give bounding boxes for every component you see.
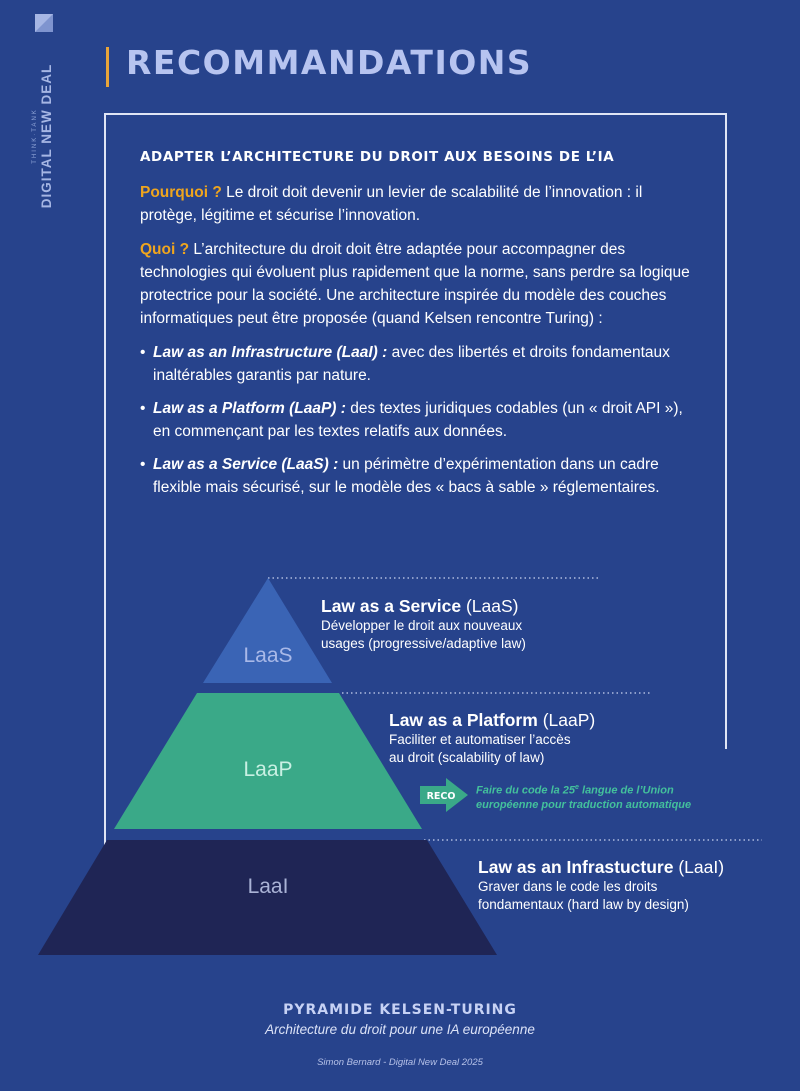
layer-laai-title — [478, 856, 724, 878]
reco-line-1-sup: e — [575, 784, 579, 791]
what-label: Quoi ? — [140, 241, 190, 258]
layer-laas-title — [321, 595, 526, 617]
bullet-text: un périmètre d’expérimentation dans un cadre flexible mais sécurisé, sur le modèle des « bacs à sable » réglementaires. — [153, 456, 660, 496]
brand-name: DIGITAL NEW DEAL — [39, 63, 54, 209]
bullet-term: Law as a Service (LaaS) : — [153, 456, 339, 473]
reco-line-1b: langue de l’Union — [578, 784, 674, 797]
layer-title-abbr: (LaaP) — [542, 710, 596, 730]
layer-laas-desc-2: usages (progressive/adaptive law) — [321, 636, 526, 651]
layer-title-bold: Law as an Infrastucture — [478, 857, 674, 877]
layer-laas-desc-1: Développer le droit aux nouveaux — [321, 618, 523, 633]
layer-laas-text — [321, 595, 526, 653]
layer-title-abbr: (LaaI) — [678, 857, 725, 877]
bullet-laai: • Law as an Infrastructure (LaaI) : avec des libertés et droits fondamentaux inaltérables garantis par nature. — [140, 344, 670, 384]
bullet-text: des textes juridiques codables (un « droit API »), en commençant par les textes relatifs aux données. — [153, 400, 683, 440]
layer-laap-desc-1: Faciliter et automatiser l’accès — [389, 732, 571, 747]
layer-title-abbr: (LaaS) — [465, 596, 519, 616]
bullet-laap: • Law as a Platform (LaaP) : des textes juridiques codables (un « droit API »), en commençant par les textes relatifs aux données. — [140, 400, 683, 440]
layer-laas-label: LaaS — [243, 644, 293, 667]
reco-arrow — [420, 778, 468, 812]
layer-laai-text — [478, 856, 724, 914]
brand-tagline: THINK·TANK — [32, 108, 38, 164]
what-text: L’architecture du droit doit être adaptée pour accompagner des technologies qui évoluent plus rapidement que la norme, sans perdre sa logique protectrice pour la société. Une architecture inspirée du modèle des couches informatiques peut être proposée (quand Kelsen rencontre Turing) : — [140, 241, 690, 327]
why-text: Le droit doit devenir un levier de scalabilité de l’innovation : il protège, légitime et sécurise l’innovation. — [140, 184, 643, 224]
reco-line-1a: Faire du code la 25 — [476, 784, 576, 797]
bullet-term: Law as an Infrastructure (LaaI) : — [153, 344, 388, 361]
bullet-laas: • Law as a Service (LaaS) : un périmètre d’expérimentation dans un cadre flexible mais sécurisé, sur le modèle des « bacs à sable » réglementaires. — [140, 456, 660, 496]
layer-laap-desc-2: au droit (scalability of law) — [389, 750, 545, 765]
layer-laai-desc-1: Graver dans le code les droits — [478, 879, 658, 894]
why-label: Pourquoi ? — [140, 184, 222, 201]
layer-title-bold: Law as a Service — [321, 596, 462, 616]
layer-laap-label: LaaP — [243, 758, 293, 781]
footer-credit: Simon Bernard - Digital New Deal 2025 — [317, 1057, 483, 1068]
layer-laai-label: LaaI — [247, 875, 289, 898]
footer-title: PYRAMIDE KELSEN-TURING — [283, 1002, 517, 1018]
reco-badge: RECO — [426, 791, 456, 802]
layer-laap-title — [389, 709, 595, 731]
layer-laas-shape — [203, 578, 332, 683]
bullet-text: avec des libertés et droits fondamentaux inaltérables garantis par nature. — [153, 344, 670, 384]
reco-line-1 — [476, 781, 691, 798]
bullet-term: Law as a Platform (LaaP) : — [153, 400, 346, 417]
reco-line-2: européenne pour traduction automatique — [476, 798, 692, 811]
layer-laap-text — [389, 709, 595, 767]
layer-laai-desc-2: fondamentaux (hard law by design) — [478, 897, 689, 912]
footer-subtitle: Architecture du droit pour une IA européenne — [265, 1022, 535, 1037]
box-heading: ADAPTER L’ARCHITECTURE DU DROIT AUX BESOINS DE L’IA — [140, 149, 615, 165]
reco-note — [476, 781, 691, 812]
layer-title-bold: Law as a Platform — [389, 710, 538, 730]
page-title: RECOMMANDATIONS — [126, 43, 533, 82]
